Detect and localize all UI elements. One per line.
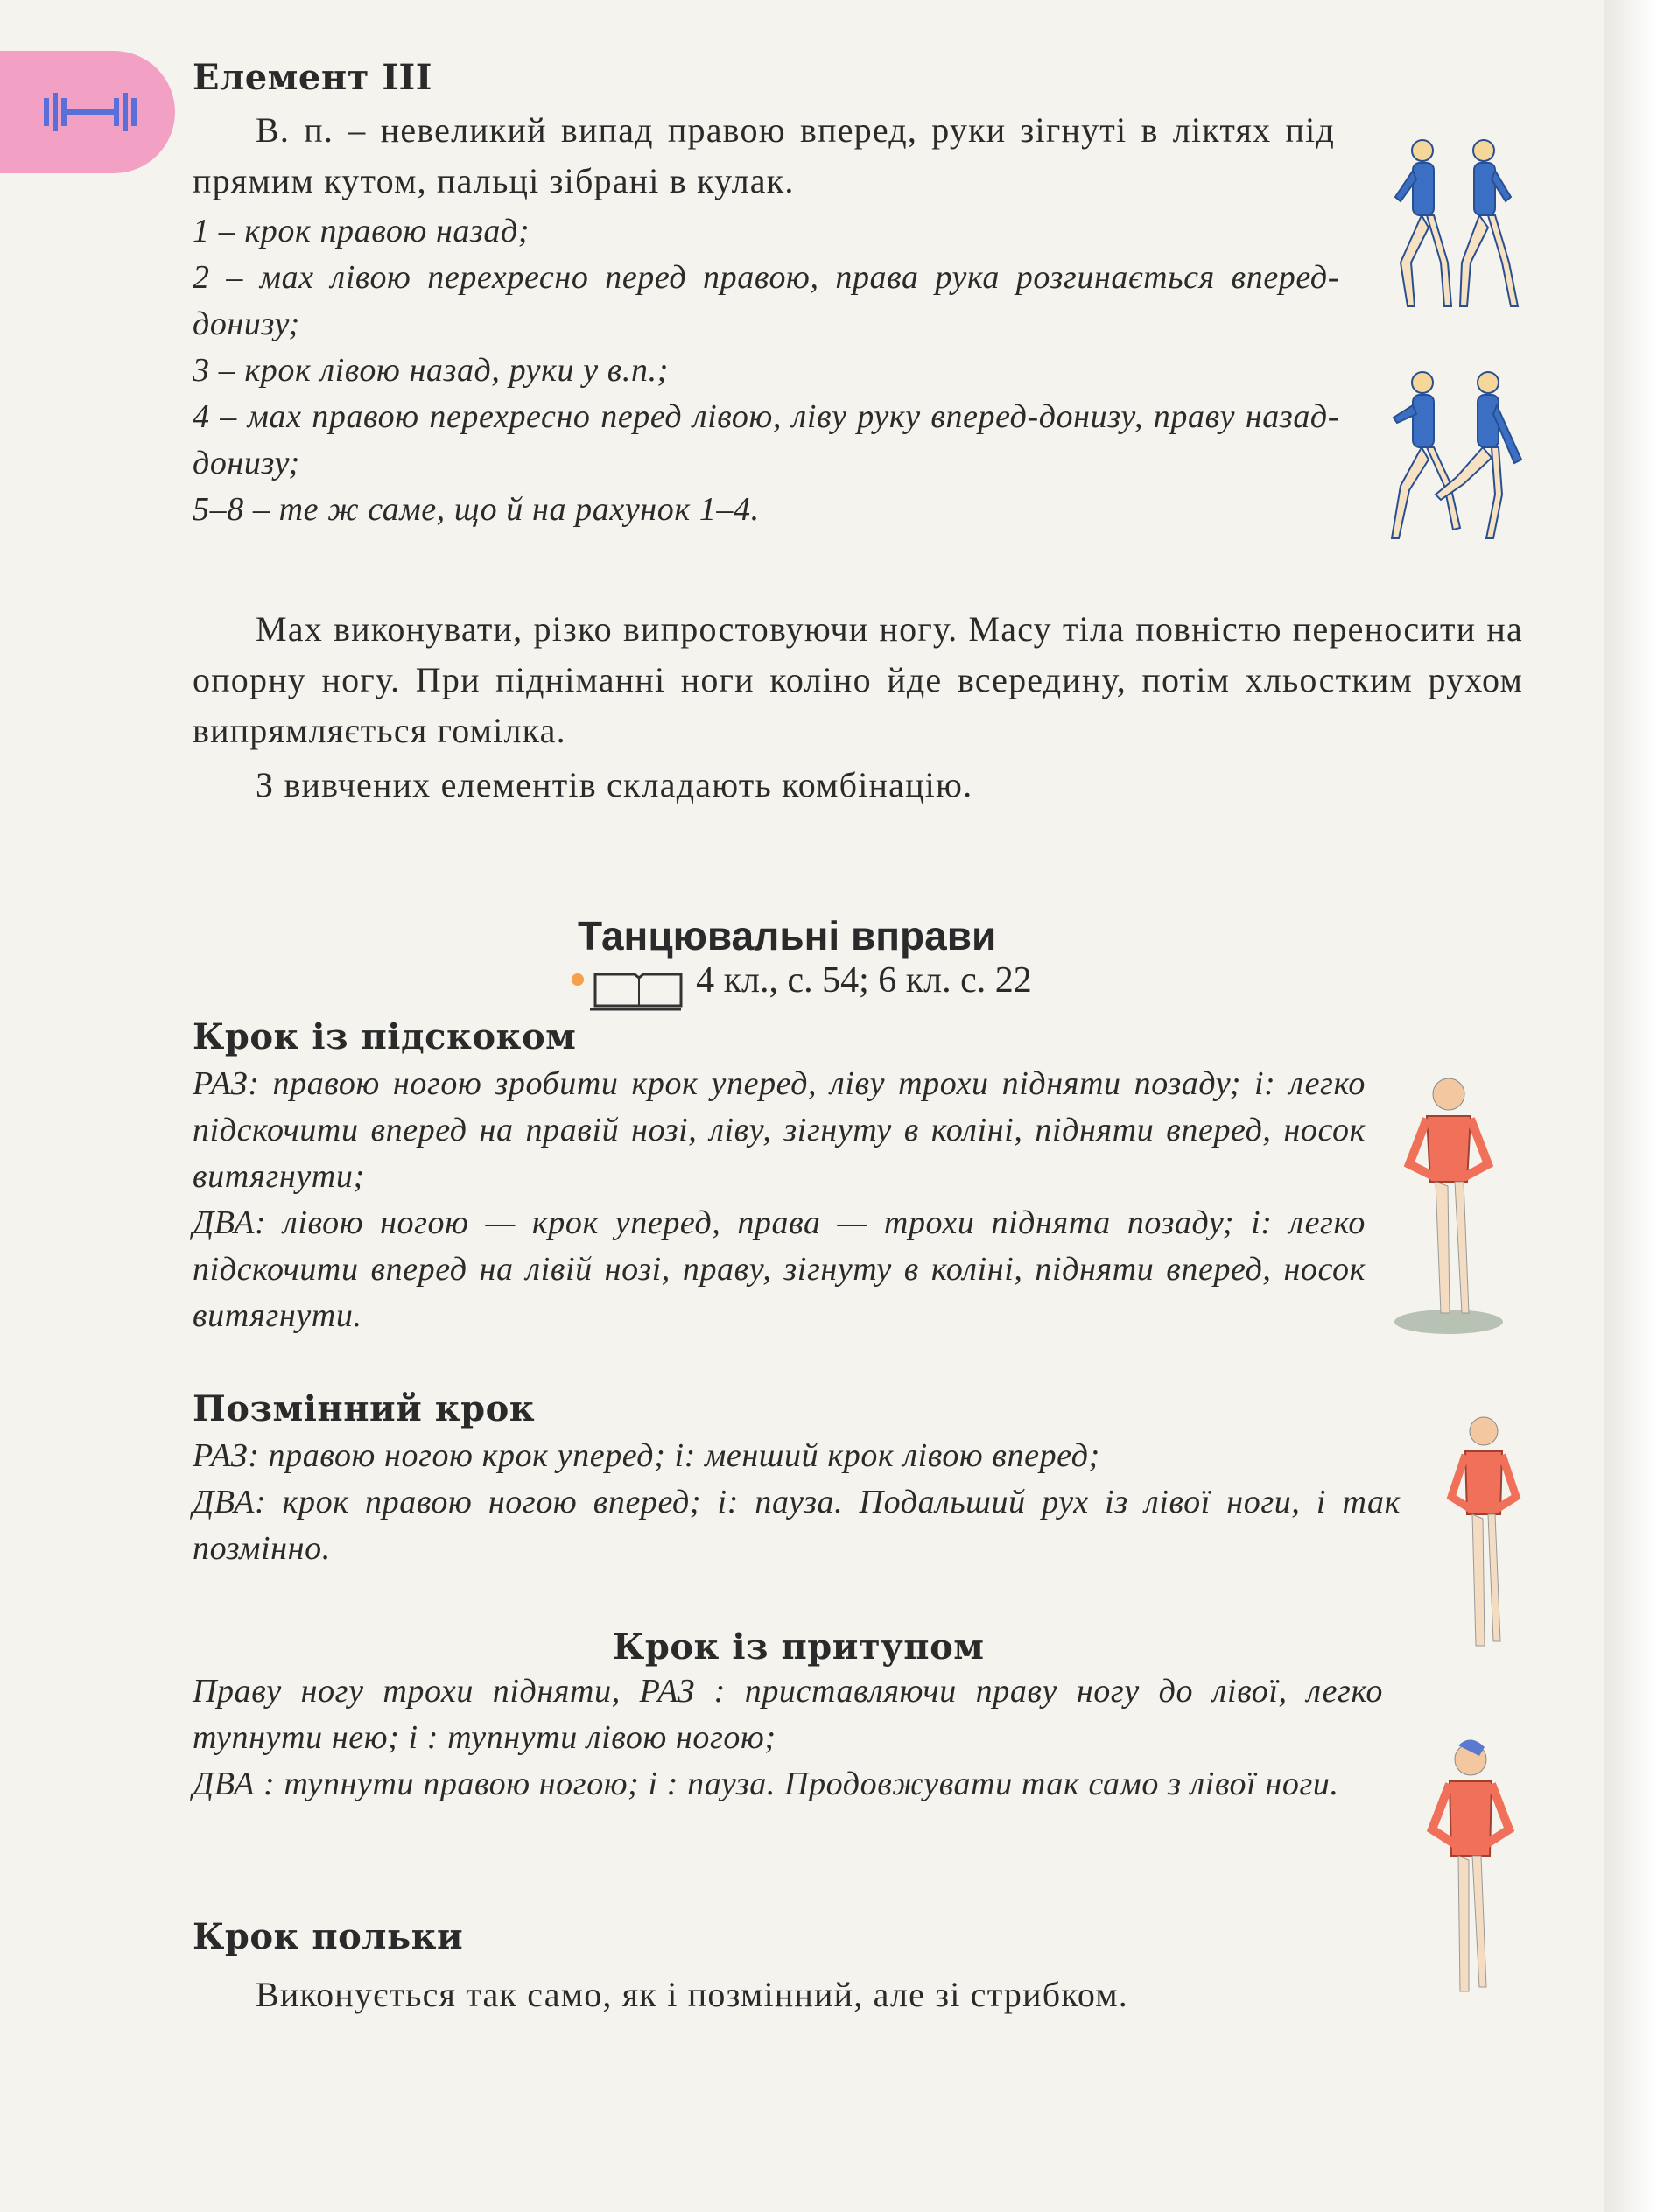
- section-title: Танцювальні вправи: [578, 913, 997, 959]
- stamp-step-block: [193, 1668, 1383, 1808]
- stamp-step-title: Крок із притупом: [613, 1626, 985, 1668]
- polka-text: Виконується так само, як і позмінний, але зі стрибком.: [256, 1975, 1129, 2014]
- step-line: 2 – мах лівою перехресно перед правою, права рука розгинається вперед-донизу;: [193, 259, 1339, 342]
- page-edge: [1604, 0, 1657, 2212]
- change-step-block: [193, 1386, 1401, 1572]
- element3-start-position: В. п. – невеликий випад правою вперед, руки зігнуті в ліктях під прямим кутом, пальці зібрані в кулак.: [193, 110, 1335, 200]
- hop-step-line: ДВА: лівою ногою — крок уперед, права — трохи піднята позаду; і: легко підскочити вперед на лівій нозі, праву, зігнуту в коліні, підняти вперед, носок витягнути.: [193, 1204, 1366, 1334]
- figure-stamp-step: [1418, 1733, 1523, 2005]
- change-step-line: ДВА: крок правою ногою вперед; і: пауза. Подальший рух із лівої ноги, і так позмінно.: [193, 1484, 1401, 1567]
- hop-step-title: Крок із підскоком: [193, 1016, 577, 1057]
- figure-element3-bottom: [1383, 363, 1532, 551]
- stamp-step-line: Праву ногу трохи підняти, РАЗ : приставляючи праву ногу до лівої, легко тупнути нею; і : тупнути лівою ногою;: [193, 1673, 1383, 1756]
- hop-step-block: [193, 1014, 1366, 1339]
- section-tab: [0, 51, 175, 173]
- change-step-line: РАЗ: правою ногою крок уперед; і: менший крок лівою вперед;: [193, 1437, 1100, 1474]
- change-step-title: Позмінний крок: [193, 1388, 536, 1429]
- step-line: 1 – крок правою назад;: [193, 213, 530, 249]
- dumbbell-icon: [42, 86, 138, 138]
- reference-text: 4 кл., с. 54; 6 кл. с. 22: [696, 960, 1032, 1001]
- hop-step-line: РАЗ: правою ногою зробити крок уперед, ліву трохи підняти позаду; і: легко підскочити вперед на правій нозі, ліву, зігнуту в коліні, підняти вперед, носок витягнути;: [193, 1065, 1366, 1195]
- book-icon: [569, 962, 683, 1015]
- reference-line: [569, 959, 1032, 1015]
- element3-note-block: [193, 604, 1523, 811]
- figure-hop-step: [1392, 1068, 1506, 1339]
- polka-title: Крок польки: [193, 1916, 464, 1957]
- element3-block: [193, 54, 1348, 533]
- element3-combo: З вивчених елементів складають комбінацію.: [256, 765, 973, 804]
- element3-title: Елемент III: [193, 57, 432, 98]
- figure-change-step: [1436, 1409, 1532, 1663]
- figure-element3-top: [1383, 131, 1532, 320]
- step-line: 5–8 – те ж саме, що й на рахунок 1–4.: [193, 491, 760, 528]
- step-line: 4 – мах правою перехресно перед лівою, ліву руку вперед-донизу, праву назад-донизу;: [193, 398, 1339, 481]
- step-line: 3 – крок лівою назад, руки у в.п.;: [193, 352, 669, 389]
- element3-steps: [193, 208, 1339, 533]
- element3-note: Мах виконувати, різко випростовуючи ногу. Масу тіла повністю переносити на опорну ногу. При підніманні ноги коліно йде всередину, потім хльостким рухом випрямляється гомілка.: [193, 609, 1523, 750]
- stamp-step-line: ДВА : тупнути правою ногою; і : пауза. Продовжувати так само з лівої ноги.: [193, 1766, 1339, 1802]
- polka-block: [193, 1914, 1383, 2020]
